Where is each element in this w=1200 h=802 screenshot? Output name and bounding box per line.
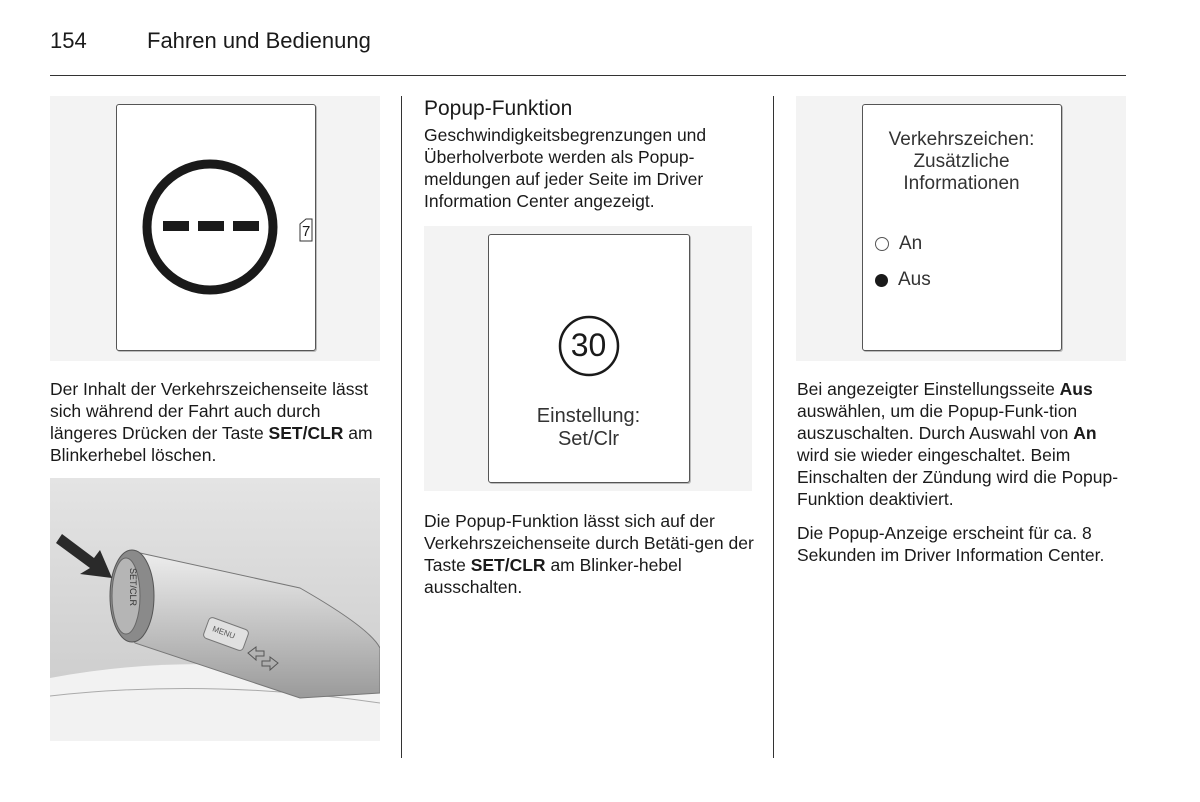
set-clr-label: SET/CLR: [470, 555, 546, 575]
side-indicator-label: [298, 220, 314, 242]
paragraph-text-end: am Blinkerhebel löschen.: [50, 423, 373, 465]
aus-label: Aus: [1059, 379, 1093, 399]
option-an-label: An: [899, 233, 923, 254]
an-label: An: [1073, 423, 1097, 443]
display-screen: [116, 104, 316, 351]
section-heading: Popup-Funktion: [424, 97, 573, 120]
paragraph-popup-intro: Geschwindigkeitsbegrenzungen und Überholverbote werden als Popup-meldungen auf jeder Seite im Driver Information Center angezeigt.: [424, 125, 707, 211]
popup-setting-line1: Einstellung:: [536, 405, 641, 427]
radio-unselected-icon: [875, 237, 889, 251]
figure-speed-popup: [424, 226, 752, 491]
turn-signal-lever-illustration: [50, 478, 380, 741]
display-screen: [862, 104, 1062, 351]
settings-title-line1: Verkehrszeichen:: [888, 129, 1035, 150]
paragraph-text-end: am Blinker-hebel ausschalten.: [424, 555, 682, 597]
no-limit-sign-icon: [117, 105, 314, 349]
paragraph-text: Der Inhalt der Verkehrszeichenseite lässt sich während der Fahrt auch durch längeres Drücken der Taste: [50, 379, 369, 443]
figure-settings-page: [796, 96, 1126, 361]
option-aus[interactable]: [875, 269, 931, 291]
paragraph-text: Die Popup-Funktion lässt sich auf der Verkehrszeichenseite durch Betäti-gen der Taste: [424, 511, 754, 575]
side-indicator-number: 7: [302, 223, 311, 240]
column-divider-2: [773, 96, 774, 758]
popup-setting-line2: Set/Clr: [557, 428, 620, 450]
paragraph-clear-sign: [50, 378, 380, 466]
settings-title: [863, 129, 1060, 195]
figure-turn-signal-lever: [50, 478, 380, 741]
radio-selected-icon: [875, 274, 888, 287]
settings-title-line3: Informationen: [903, 173, 1020, 194]
page-number: 154: [50, 28, 87, 53]
display-screen: [488, 234, 690, 483]
paragraph-settings-instructions: [797, 378, 1127, 510]
header-rule: [50, 75, 1126, 76]
paragraph-popup-duration: Die Popup-Anzeige erscheint für ca. 8 Sekunden im Driver Information Center.: [797, 523, 1105, 565]
figure-sign-display: [50, 96, 380, 361]
paragraph-text: Bei angezeigter Einstellungsseite: [797, 379, 1060, 399]
menu-button-label: MENU: [211, 624, 237, 641]
column-divider-1: [401, 96, 402, 758]
chapter-title: Fahren und Bedienung: [147, 28, 371, 53]
option-an[interactable]: [875, 233, 922, 255]
popup-setting-text: [489, 405, 688, 451]
paragraph-text-mid: auswählen, um die Popup-Funk-tion auszuschalten. Durch Auswahl von: [797, 401, 1078, 443]
set-clr-button-label: SET/CLR: [128, 567, 139, 607]
set-clr-label: SET/CLR: [268, 423, 344, 443]
option-aus-label: Aus: [898, 269, 931, 290]
paragraph-popup-disable: [424, 510, 759, 598]
speed-limit-value: 30: [570, 327, 607, 363]
settings-title-line2: Zusätzliche: [913, 151, 1010, 172]
paragraph-text-end: wird sie wieder eingeschaltet. Beim Einschalten der Zündung wird die Popup-Funktion deaktiviert.: [797, 445, 1119, 509]
